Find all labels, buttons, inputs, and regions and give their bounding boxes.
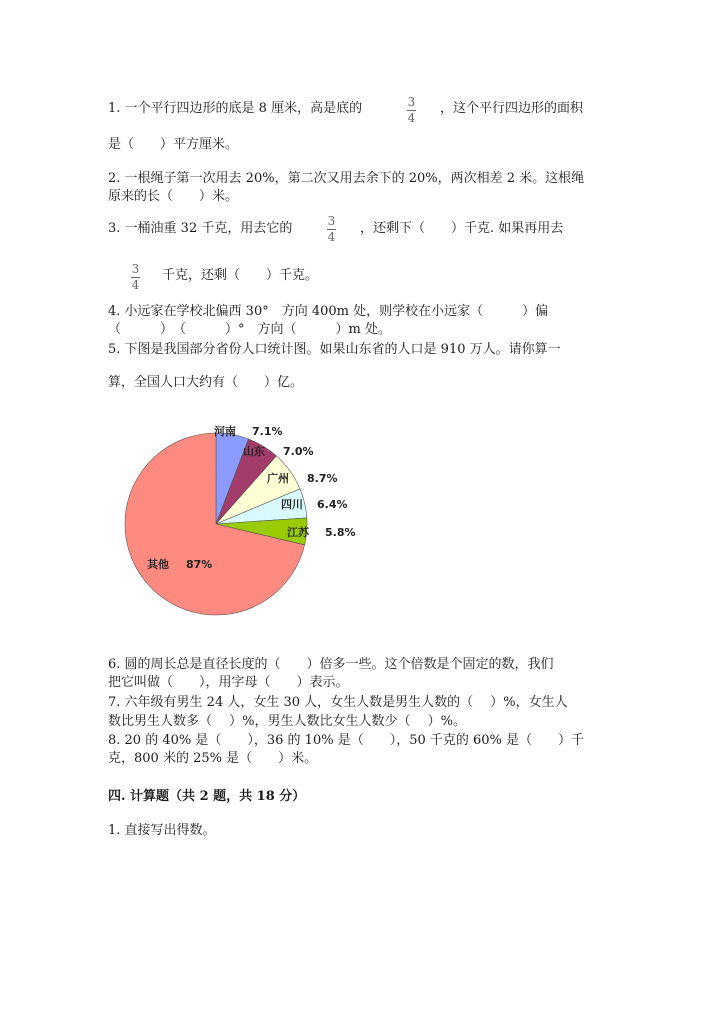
pie-label-value-6: 87%: [186, 558, 213, 571]
q3-frac-den: 4: [327, 230, 336, 244]
pie-label-name-3: 广州: [267, 472, 289, 485]
q4-line1: 4. 小远家在学校北偏西 30° 方向 400m 处，则学校在小远家（ ）偏: [108, 304, 549, 319]
q2-line2: 原来的长（ ）米。: [108, 189, 239, 204]
q6-line2: 把它叫做（ ），用字母（ ）表示。: [108, 675, 349, 690]
q1-frac-num: 3: [407, 95, 416, 109]
q7-line2: 数比男生人数多（ ）%，男生人数比女生人数少（ ）%。: [108, 714, 466, 729]
pie-label-name-6: 其他: [147, 558, 169, 571]
pie-label-value-3: 8.7%: [307, 472, 338, 485]
pie-label-value-2: 7.0%: [283, 445, 314, 458]
q6-line1: 6. 圆的周长总是直径长度的（ ）倍多一些。这个倍数是个固定的数，我们: [108, 657, 554, 672]
q1-line1-b: ，这个平行四边形的面积: [440, 101, 584, 116]
q1-line2: 是（ ）平方厘米。: [108, 137, 239, 152]
pie-label-name-4: 四川: [281, 498, 303, 511]
pie-label-name-2: 山东: [243, 445, 265, 458]
q7-line1: 7. 六年级有男生 24 人，女生 30 人，女生人数是男生人数的（ ）%，女生人: [108, 695, 568, 710]
pie-label-value-1: 7.1%: [252, 425, 283, 438]
section4-q1: 1. 直接写出得数。: [108, 823, 216, 838]
q4-line2: （ ） （ ）° 方向（ ）m 处。: [108, 322, 391, 337]
q5-line1: 5. 下图是我国部分省份人口统计图。如果山东省的人口是 910 万人。请你算一: [108, 342, 561, 357]
q3-frac2-den: 4: [131, 278, 140, 292]
q3-frac2-num: 3: [131, 262, 140, 276]
q8-line2: 克，800 米的 25% 是（ ）米。: [108, 751, 318, 766]
q3-line2: 千克，还剩（ ）千克。: [162, 268, 319, 283]
pie-label-value-5: 5.8%: [325, 526, 356, 539]
q5-line2: 算，全国人口大约有（ ）亿。: [108, 375, 304, 390]
q2-line1: 2. 一根绳子第一次用去 20%，第二次又用去余下的 20%，两次相差 2 米。这根绳: [108, 171, 585, 186]
pie-label-name-1: 河南: [214, 425, 236, 438]
section4-title: 四. 计算题（共 2 题，共 18 分）: [108, 789, 306, 804]
q8-line1: 8. 20 的 40% 是（ ），36 的 10% 是（ ），50 千克的 60% 是（ ）千: [108, 733, 585, 748]
pie-label-value-4: 6.4%: [317, 498, 348, 511]
q3-frac-num: 3: [327, 214, 336, 228]
q3-line1-b: ，还剩下（ ）千克. 如果再用去: [360, 221, 564, 236]
q1-line1-a: 1. 一个平行四边形的底是 8 厘米，高是底的: [108, 101, 363, 116]
q3-line1-a: 3. 一桶油重 32 千克，用去它的: [108, 221, 293, 236]
q1-frac-den: 4: [407, 111, 416, 125]
pie-label-name-5: 江苏: [287, 526, 309, 539]
